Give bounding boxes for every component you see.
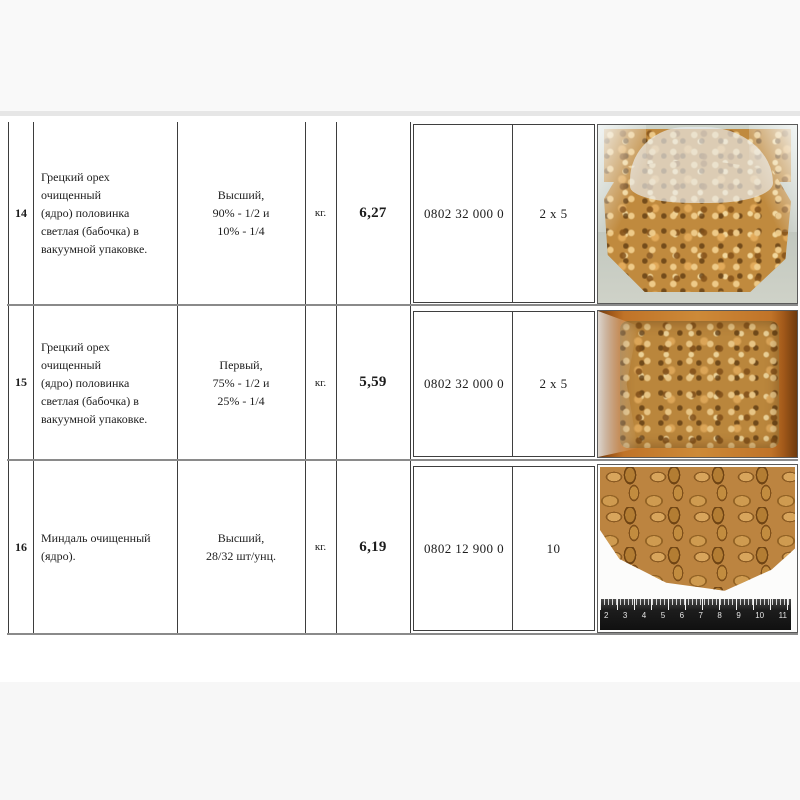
packing-qty-value: 10: [546, 540, 561, 556]
price: [337, 122, 409, 304]
bag-sheen: [598, 125, 646, 232]
product-name-line: (ядро) половинка: [41, 206, 130, 220]
table-grid-line: [33, 122, 34, 633]
ruler-number: 5: [660, 610, 666, 620]
product-name-line: (ядро) половинка: [41, 375, 130, 390]
grade-line: 25% - 1/4: [217, 393, 265, 408]
product-name: [41, 306, 173, 459]
unit-label: кг.: [314, 207, 327, 219]
grade: [178, 122, 304, 304]
unit: [306, 122, 335, 304]
price-value: 6,19: [359, 538, 387, 555]
customs-code: [413, 124, 515, 303]
ruler-number: 10: [755, 610, 765, 620]
customs-code: [413, 466, 515, 631]
page-top-margin: [0, 0, 800, 111]
unit-label: кг.: [314, 376, 327, 389]
row-number-label: 15: [15, 375, 27, 389]
product-name-line: вакуумной упаковке.: [41, 242, 148, 256]
row-number-label: 16: [15, 539, 27, 554]
packing-qty: [512, 466, 595, 631]
page-separator-band: [0, 111, 800, 116]
grade-line: 90% - 1/2 и: [212, 206, 270, 220]
ruler-number: 11: [778, 610, 787, 620]
row-number-label: 14: [15, 205, 27, 220]
almond-pile: [600, 467, 795, 599]
ruler-number: 9: [736, 610, 741, 620]
ruler-number: 8: [717, 610, 722, 620]
row-number: [9, 461, 33, 633]
packing-qty: [512, 311, 595, 457]
unit-label: кг.: [314, 541, 327, 553]
ruler-numbers: [604, 611, 787, 620]
unit: [306, 461, 335, 633]
ruler-major-ticks: [600, 599, 791, 610]
grade-line: 10% - 1/4: [217, 224, 265, 238]
grade-line: 28/32 шт/унц.: [206, 549, 276, 563]
packing-qty-value: 2 x 5: [539, 205, 568, 221]
ruler-number: 4: [641, 610, 647, 620]
photo-vacuum-packed-walnut-brick: [597, 310, 798, 458]
price: [337, 306, 409, 459]
product-name-line: (ядро).: [41, 549, 76, 563]
ruler-number: 2: [603, 610, 609, 620]
grade-line: Высший,: [217, 188, 265, 202]
price: [337, 461, 409, 633]
product-name-line: светлая (бабочка) в: [41, 224, 139, 238]
customs-code: [413, 311, 515, 457]
product-name-line: очищенный: [41, 188, 102, 202]
grade-line: Высший,: [217, 531, 265, 545]
ruler-number: 7: [698, 610, 703, 620]
grade: [178, 461, 304, 633]
product-name-line: Грецкий орех: [41, 339, 110, 354]
packing-qty-value: 2 x 5: [539, 376, 568, 391]
product-name: [41, 461, 173, 633]
customs-code-value: 0802 12 900 0: [424, 540, 504, 556]
product-name-line: светлая (бабочка) в: [41, 393, 139, 408]
grade-line: 75% - 1/2 и: [212, 375, 270, 390]
ruler: [600, 599, 791, 631]
walnut-brick: [620, 321, 779, 448]
price-value: 5,59: [359, 374, 387, 390]
unit: [306, 306, 335, 459]
ruler-number: 3: [622, 610, 628, 620]
ruler-number: 6: [679, 610, 685, 620]
page-bottom-margin: [0, 682, 800, 800]
product-name-line: вакуумной упаковке.: [41, 411, 148, 426]
photo-walnut-halves-in-clear-bag: [597, 124, 798, 304]
product-name-line: Миндаль очищенный: [41, 531, 151, 545]
photo-almond-kernels-with-ruler: [597, 464, 798, 633]
customs-code-value: 0802 32 000 0: [424, 205, 504, 221]
product-name-line: очищенный: [41, 357, 102, 372]
customs-code-value: 0802 32 000 0: [424, 376, 504, 391]
table-grid-line: [410, 122, 411, 633]
grade: [178, 306, 304, 459]
packing-qty: [512, 124, 595, 303]
row-number: [9, 122, 33, 304]
price-value: 6,27: [359, 204, 387, 221]
bag-sheen: [749, 125, 797, 232]
product-name-line: Грецкий орех: [41, 170, 110, 184]
table-bottom-border: [7, 633, 798, 635]
grade-line: Первый,: [219, 357, 263, 372]
product-name: [41, 122, 173, 304]
row-number: [9, 306, 33, 459]
